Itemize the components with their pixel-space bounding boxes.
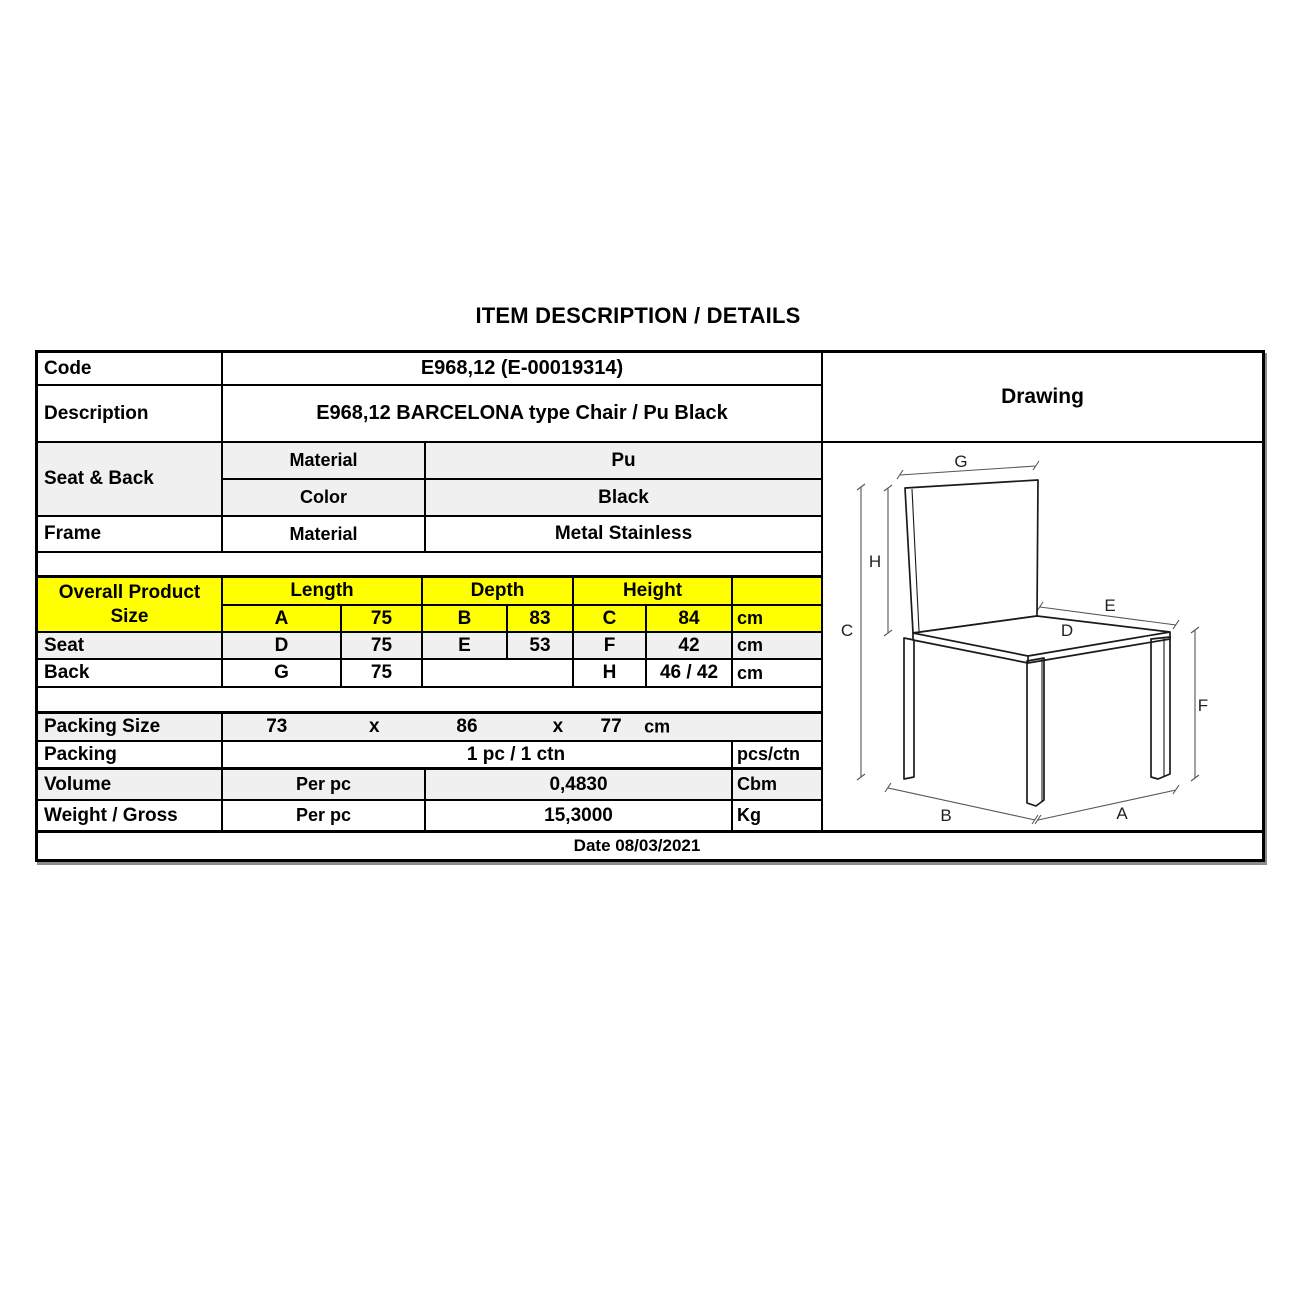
drawing-panel <box>821 353 1262 830</box>
back-g-value: 75 <box>342 660 423 686</box>
row-packing-size <box>38 714 821 742</box>
overall-b-value: 83 <box>508 606 574 631</box>
description-value: E968,12 BARCELONA type Chair / Pu Black <box>316 402 728 424</box>
row-seat-back-material <box>223 443 821 480</box>
seat-back-color-value: Black <box>426 480 821 515</box>
volume-value: 0,4830 <box>426 770 733 799</box>
dim-label-a: A <box>1116 804 1128 823</box>
row-seat-back-color <box>223 480 821 515</box>
chair-leg-front <box>1027 658 1044 806</box>
row-seat-size <box>38 633 821 660</box>
chair-leg-back-left <box>904 638 914 779</box>
back-size-label: Back <box>38 660 223 686</box>
code-label: Code <box>38 353 223 384</box>
weight-per-label: Per pc <box>223 801 426 830</box>
volume-per-label: Per pc <box>223 770 426 799</box>
packing-label: Packing <box>38 742 223 767</box>
description-label: Description <box>38 386 223 441</box>
dim-label-e: E <box>1104 596 1116 615</box>
row-frame <box>38 517 821 553</box>
chair-leg-right <box>1151 637 1170 779</box>
weight-value: 15,3000 <box>426 801 733 830</box>
row-volume <box>38 770 821 801</box>
spacer-row <box>38 688 821 714</box>
overall-size-label-line1: Overall Product <box>58 581 201 603</box>
row-size-headers <box>223 578 821 606</box>
dim-label-g: G <box>954 452 968 471</box>
packing-size-v1: 73 <box>266 716 288 737</box>
packing-size-v2: 86 <box>456 716 478 737</box>
drawing-area <box>823 443 1262 830</box>
packing-value-cell <box>223 742 733 767</box>
dim-label-h: H <box>868 552 882 571</box>
overall-c-value: 84 <box>647 606 733 631</box>
volume-unit: Cbm <box>733 770 821 799</box>
seat-back-material-value: Pu <box>426 443 821 478</box>
seat-size-label: Seat <box>38 633 223 658</box>
weight-unit: Kg <box>737 805 761 825</box>
weight-label: Weight / Gross <box>38 801 223 830</box>
section-overall-size <box>38 578 821 633</box>
packing-size-x1: x <box>368 716 380 737</box>
packing-size-v3: 77 <box>600 716 622 737</box>
overall-b-key: B <box>423 606 508 631</box>
back-empty-cell <box>423 660 574 686</box>
drawing-panel-title: Drawing <box>823 353 1262 443</box>
packing-size-label: Packing Size <box>38 714 223 740</box>
overall-size-label-line2: Size <box>110 605 149 627</box>
volume-label: Volume <box>38 770 223 799</box>
seat-back-material-label: Material <box>223 443 426 478</box>
spec-table-left <box>38 353 821 830</box>
size-header-length: Length <box>223 578 423 604</box>
row-description <box>38 386 821 443</box>
chair-drawing <box>823 443 1262 830</box>
overall-size-label <box>38 578 223 631</box>
packing-size-x2: x <box>552 716 564 737</box>
back-h-key: H <box>574 660 647 686</box>
overall-unit: cm <box>733 606 821 631</box>
row-back-size <box>38 660 821 688</box>
seat-d-key: D <box>223 633 342 658</box>
date-value: Date 08/03/2021 <box>573 836 701 855</box>
dim-label-d: D <box>1060 621 1074 640</box>
dim-label-b: B <box>940 806 952 825</box>
packing-unit: pcs/ctn <box>737 744 801 764</box>
spec-table <box>35 350 1265 862</box>
seat-f-key: F <box>574 633 647 658</box>
frame-material-label: Material <box>223 517 426 551</box>
row-size-overall <box>223 606 821 631</box>
packing-size-unit: cm <box>644 716 671 737</box>
seat-back-color-label: Color <box>223 480 426 515</box>
back-unit: cm <box>737 662 764 683</box>
row-weight <box>38 801 821 830</box>
code-value: E968,12 (E-00019314) <box>420 357 624 379</box>
row-date <box>38 833 1262 859</box>
packing-size-values <box>223 714 821 740</box>
size-header-height: Height <box>574 578 733 604</box>
page-title: ITEM DESCRIPTION / DETAILS <box>475 303 801 328</box>
seat-e-key: E <box>423 633 508 658</box>
seat-f-value: 42 <box>647 633 733 658</box>
chair-backrest <box>905 480 1038 633</box>
size-header-depth: Depth <box>423 578 574 604</box>
section-seat-back <box>38 443 821 517</box>
seat-unit: cm <box>733 633 821 658</box>
frame-label: Frame <box>38 517 223 551</box>
spec-table-main <box>38 353 1262 833</box>
overall-a-key: A <box>223 606 342 631</box>
spacer-row <box>38 553 821 578</box>
overall-a-value: 75 <box>342 606 423 631</box>
back-h-value: 46 / 42 <box>647 660 733 686</box>
seat-e-value: 53 <box>508 633 574 658</box>
chair-outline <box>904 480 1170 806</box>
seat-back-label: Seat & Back <box>38 443 223 515</box>
packing-value: 1 pc / 1 ctn <box>466 743 566 765</box>
dim-label-f: F <box>1197 696 1209 715</box>
seat-d-value: 75 <box>342 633 423 658</box>
row-packing <box>38 742 821 770</box>
dim-label-c: C <box>840 621 854 640</box>
overall-c-key: C <box>574 606 647 631</box>
frame-material-value: Metal Stainless <box>554 523 693 544</box>
row-code <box>38 353 821 386</box>
size-header-unit-spacer <box>733 578 821 604</box>
back-g-key: G <box>223 660 342 686</box>
